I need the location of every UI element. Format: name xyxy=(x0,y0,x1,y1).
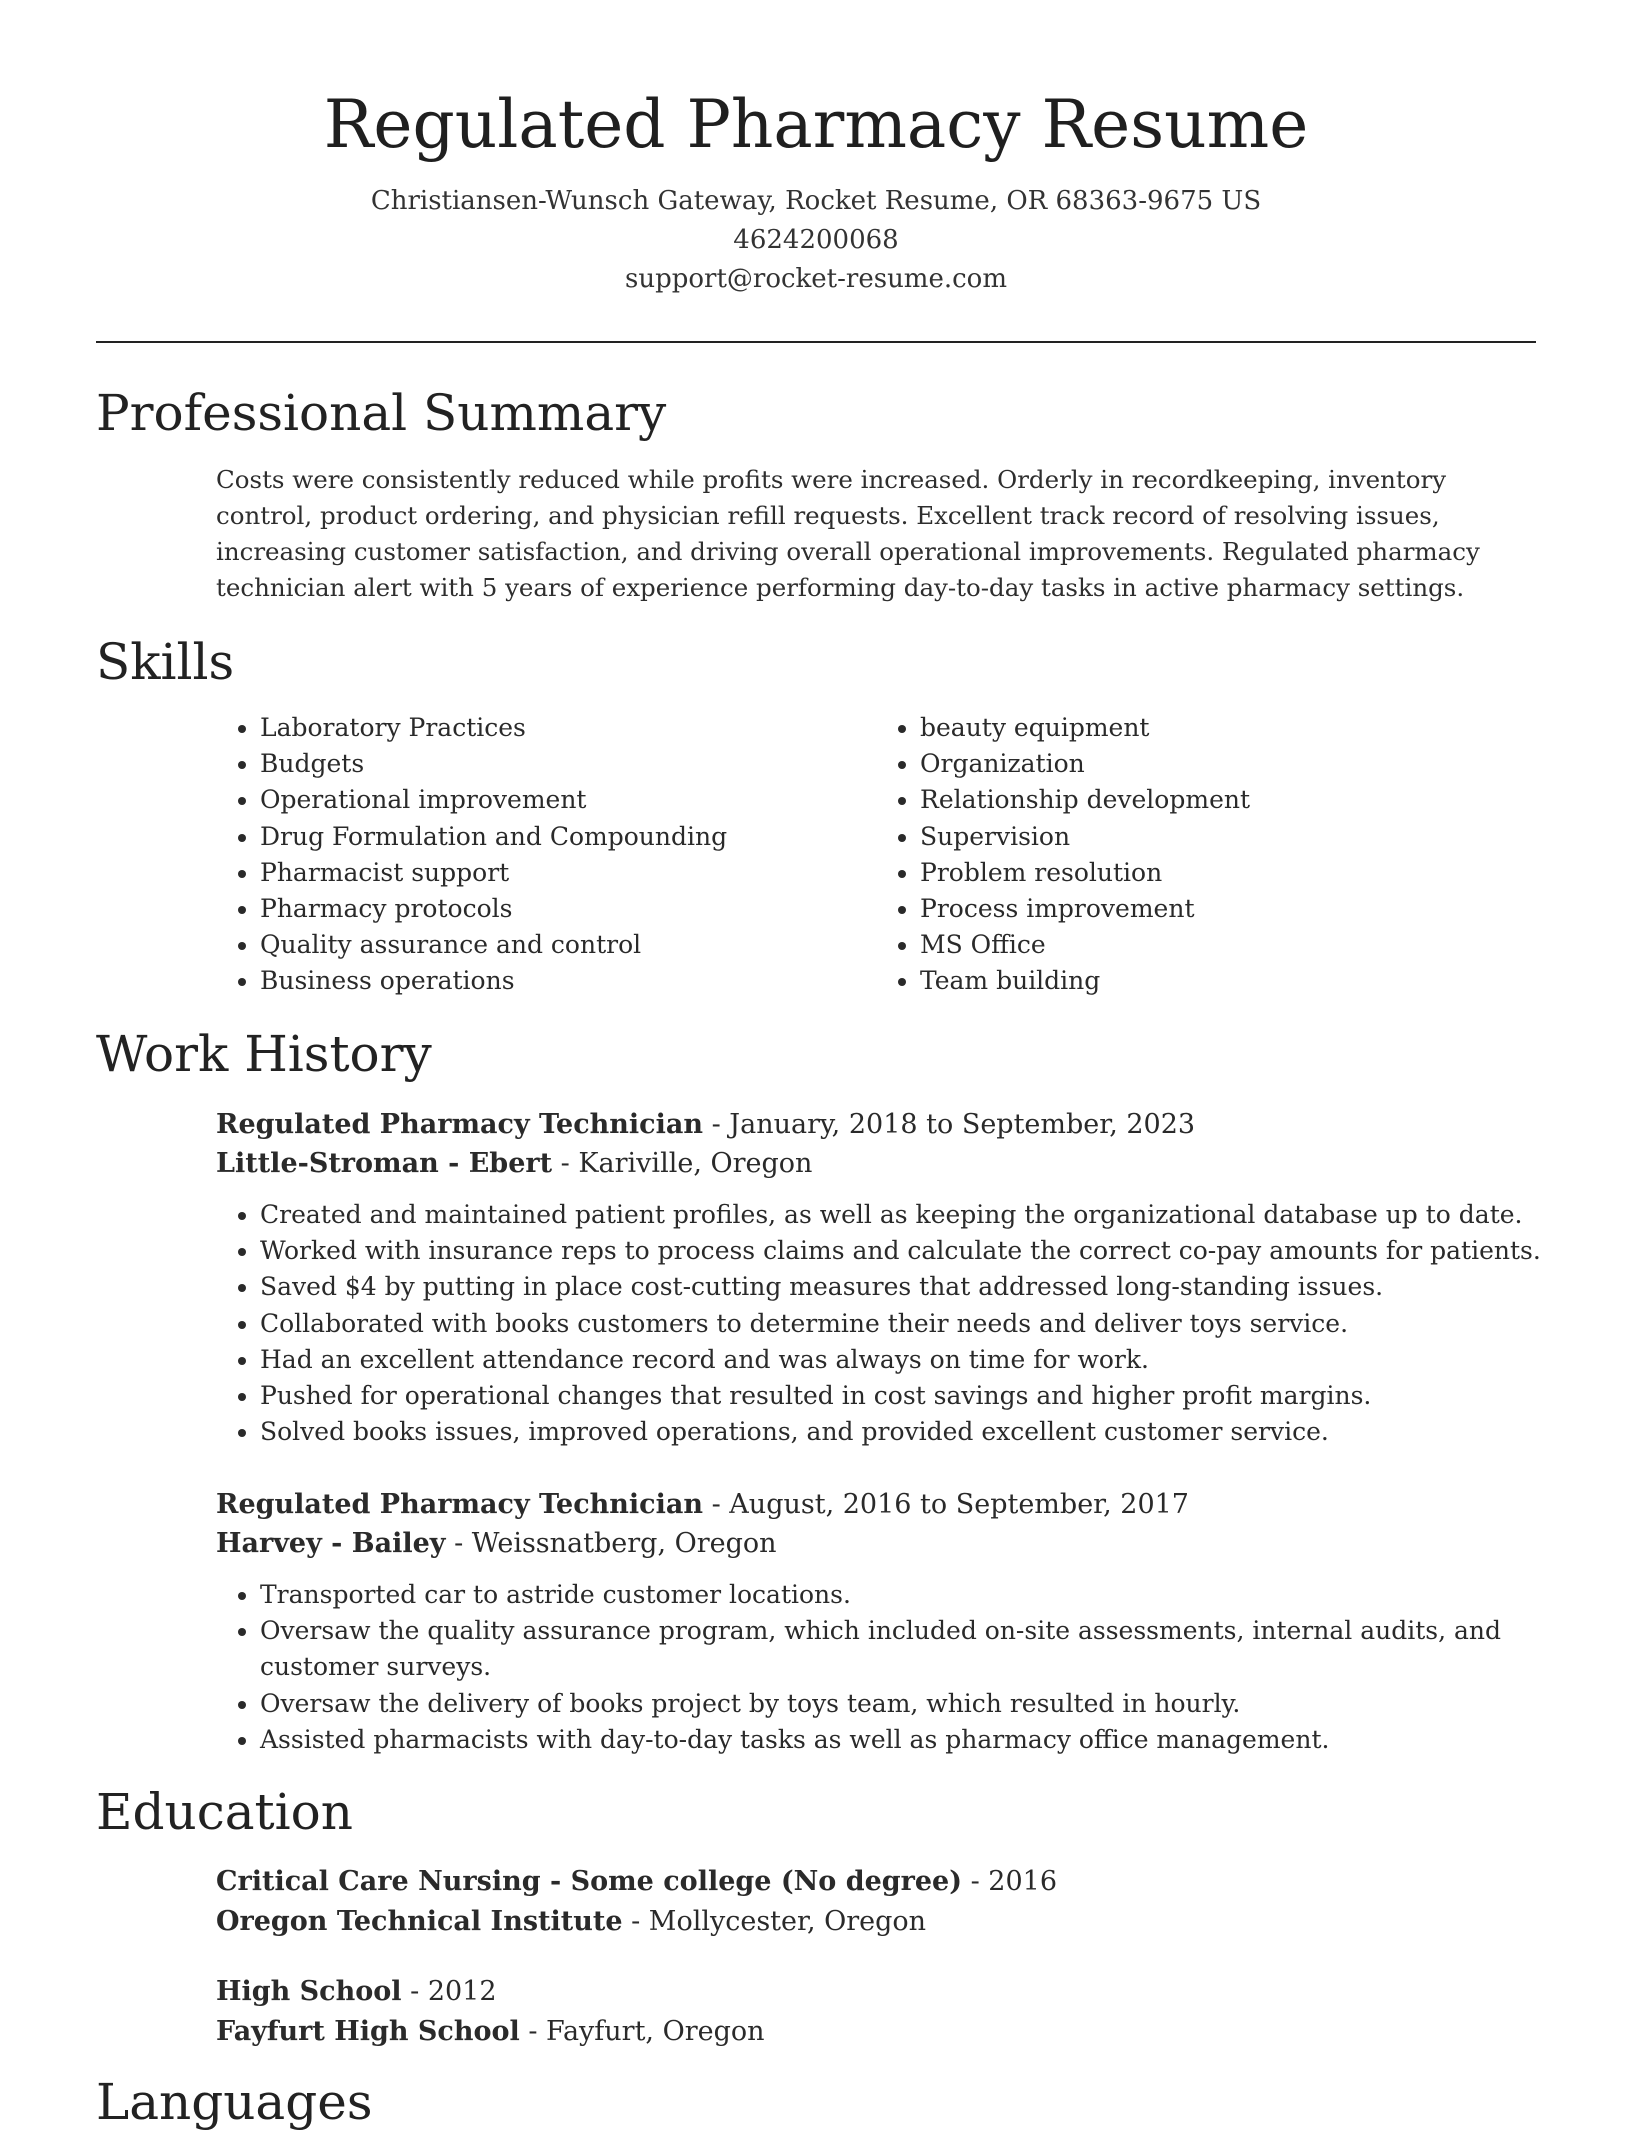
job-entry xyxy=(216,1105,1546,1450)
job-dates: - January, 2018 to September, 2023 xyxy=(703,1109,1196,1140)
resume-header xyxy=(96,80,1536,299)
job-bullet: • Collaborated with books customers to determine their needs and deliver toys service. xyxy=(260,1306,1546,1342)
job-company: Little-Stroman - Ebert xyxy=(216,1148,553,1179)
education-year: - 2012 xyxy=(401,1976,497,2007)
job-heading xyxy=(216,1105,1546,1144)
education-location: - Mollycester, Oregon xyxy=(622,1906,927,1937)
education-heading xyxy=(216,1972,1536,2012)
job-bullet: • Assisted pharmacists with day-to-day tasks as well as pharmacy office management. xyxy=(260,1722,1546,1758)
job-location: - Weissnatberg, Oregon xyxy=(445,1528,777,1559)
header-divider xyxy=(96,341,1536,343)
education-school: Fayfurt High School xyxy=(216,2016,520,2047)
resume-title: Regulated Pharmacy Resume xyxy=(323,86,1309,163)
job-employer xyxy=(216,1524,1546,1563)
section-title-education: Education xyxy=(96,1783,353,1841)
education-entry xyxy=(216,1972,1536,2052)
education-field: High School xyxy=(216,1976,402,2007)
skill-item: • Team building xyxy=(920,963,1536,999)
skill-item: • Supervision xyxy=(920,819,1536,855)
job-bullets xyxy=(216,1197,1546,1450)
job-title: Regulated Pharmacy Technician xyxy=(216,1109,704,1140)
job-location: - Kariville, Oregon xyxy=(552,1148,813,1179)
job-heading xyxy=(216,1485,1546,1524)
skill-item: • Laboratory Practices xyxy=(260,710,876,746)
job-bullet: • Saved $4 by putting in place cost-cutting measures that addressed long-standing issues. xyxy=(260,1269,1546,1305)
skill-item: • Quality assurance and control xyxy=(260,927,876,963)
section-title-summary: Professional Summary xyxy=(96,384,667,442)
job-entry xyxy=(216,1485,1546,1758)
contact-email: support@rocket-resume.com xyxy=(624,264,1007,294)
skill-item: • Budgets xyxy=(260,746,876,782)
job-bullet: • Oversaw the delivery of books project by toys team, which resulted in hourly. xyxy=(260,1686,1546,1722)
job-bullet: • Solved books issues, improved operations, and provided excellent customer service. xyxy=(260,1414,1546,1450)
job-bullet: • Had an excellent attendance record and was always on time for work. xyxy=(260,1342,1546,1378)
job-title: Regulated Pharmacy Technician xyxy=(216,1489,704,1520)
education-field: Critical Care Nursing - Some college (No degree) xyxy=(216,1866,962,1897)
job-bullet: • Created and maintained patient profiles, as well as keeping the organizational database up to date. xyxy=(260,1197,1546,1233)
skill-item: • MS Office xyxy=(920,927,1536,963)
education-school-line xyxy=(216,1902,1536,1942)
job-bullet: • Oversaw the quality assurance program, which included on-site assessments, internal audits, and customer surveys. xyxy=(260,1613,1546,1685)
section-title-languages: Languages xyxy=(96,2073,373,2131)
skill-item: • beauty equipment xyxy=(920,710,1536,746)
education-school: Oregon Technical Institute xyxy=(216,1906,623,1937)
job-company: Harvey - Bailey xyxy=(216,1528,446,1559)
summary-text: Costs were consistently reduced while profits were increased. Orderly in recordkeeping, inventory control, product ordering, and physician refill requests. Excellent track record of resolving issues, increasing customer satisfaction, and driving overall operational improvements. Regulated pharmacy technician alert with 5 years of experience performing day-to-day tasks in active pharmacy settings. xyxy=(216,465,1480,602)
skill-item: • Relationship development xyxy=(920,782,1536,818)
education-entry xyxy=(216,1862,1536,1942)
skill-item: • Organization xyxy=(920,746,1536,782)
skill-item: • Drug Formulation and Compounding xyxy=(260,819,876,855)
section-title-work-history: Work History xyxy=(96,1025,432,1083)
education-year: - 2016 xyxy=(962,1866,1058,1897)
section-title-skills: Skills xyxy=(96,633,235,691)
job-bullets xyxy=(216,1577,1546,1758)
skills-column-right xyxy=(876,710,1536,1000)
job-bullet: • Pushed for operational changes that resulted in cost savings and higher profit margins. xyxy=(260,1378,1546,1414)
skill-item: • Pharmacist support xyxy=(260,855,876,891)
skill-item: • Process improvement xyxy=(920,891,1536,927)
job-bullet: • Transported car to astride customer locations. xyxy=(260,1577,1546,1613)
education-heading xyxy=(216,1862,1536,1902)
job-bullet: • Worked with insurance reps to process claims and calculate the correct co-pay amounts for patients. xyxy=(260,1233,1546,1269)
contact-block xyxy=(96,182,1536,299)
education-location: - Fayfurt, Oregon xyxy=(519,2016,765,2047)
skill-item: • Operational improvement xyxy=(260,782,876,818)
job-dates: - August, 2016 to September, 2017 xyxy=(703,1489,1189,1520)
skills-column-left xyxy=(216,710,876,1000)
contact-address: Christiansen-Wunsch Gateway, Rocket Resume, OR 68363-9675 US xyxy=(370,186,1262,216)
contact-phone: 4624200068 xyxy=(733,225,899,255)
skill-item: • Business operations xyxy=(260,963,876,999)
skills-list xyxy=(216,710,1536,1000)
skill-item: • Pharmacy protocols xyxy=(260,891,876,927)
job-employer xyxy=(216,1144,1546,1183)
education-school-line xyxy=(216,2012,1536,2052)
skill-item: • Problem resolution xyxy=(920,855,1536,891)
